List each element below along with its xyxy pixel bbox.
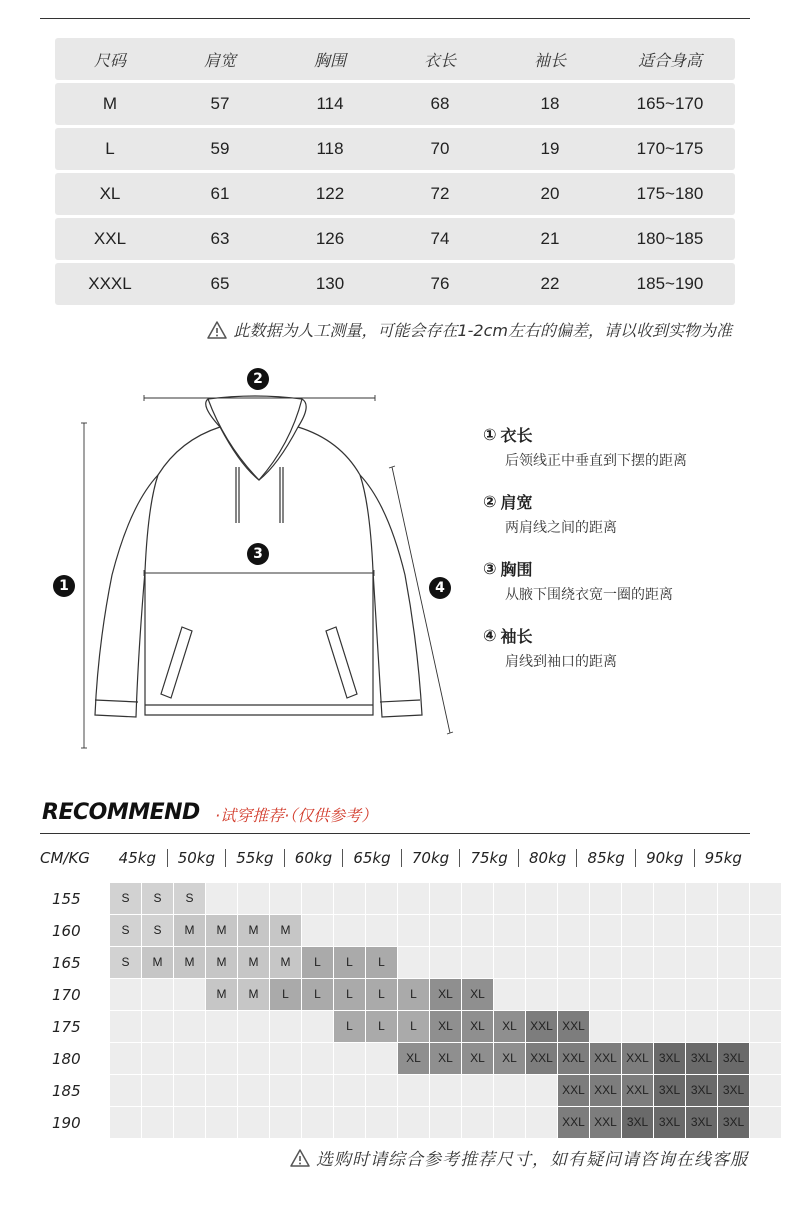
grid-cell [558, 979, 589, 1010]
measure-badge-3: 3 [247, 543, 269, 565]
grid-cell [686, 915, 717, 946]
grid-row [110, 883, 782, 915]
grid-cell: L [302, 947, 333, 978]
height-label: 170 [52, 986, 81, 1004]
grid-cell: XXL [622, 1075, 653, 1106]
weight-label: 70kg [401, 849, 460, 867]
grid-cell: XL [462, 1043, 493, 1074]
grid-cell [174, 1107, 205, 1138]
grid-cell [750, 1043, 781, 1074]
grid-cell [430, 915, 461, 946]
grid-cell [526, 915, 557, 946]
grid-cell [718, 947, 749, 978]
corner-label: CM/KG [40, 849, 90, 867]
grid-cell: 3XL [718, 1107, 749, 1138]
weight-label: 65kg [342, 849, 401, 867]
grid-cell [494, 947, 525, 978]
grid-cell: L [302, 979, 333, 1010]
grid-cell [110, 979, 141, 1010]
legend-num: ③ [483, 559, 497, 578]
grid-cell [526, 1075, 557, 1106]
grid-cell [750, 1075, 781, 1106]
grid-cell [558, 915, 589, 946]
weight-label: 85kg [576, 849, 635, 867]
grid-cell [718, 883, 749, 914]
grid-cell [718, 1011, 749, 1042]
size-table [55, 38, 735, 308]
grid-cell [494, 1107, 525, 1138]
grid-cell [526, 979, 557, 1010]
legend-item-chest [483, 557, 763, 604]
weight-label: 60kg [284, 849, 343, 867]
recommend-note-text: 选购时请综合参考推荐尺寸，如有疑问请咨询在线客服 [316, 1150, 748, 1170]
height-label: 190 [52, 1114, 81, 1132]
grid-cell [686, 883, 717, 914]
grid-cell [494, 883, 525, 914]
grid-cell [430, 947, 461, 978]
grid-cell [270, 883, 301, 914]
grid-cell [142, 1107, 173, 1138]
grid-cell: L [366, 947, 397, 978]
grid-cell [366, 1107, 397, 1138]
grid-cell: XXL [526, 1011, 557, 1042]
legend-title: 胸围 [500, 560, 533, 579]
grid-cell [526, 883, 557, 914]
grid-cell [142, 1043, 173, 1074]
grid-cell [430, 883, 461, 914]
grid-cell [174, 1011, 205, 1042]
legend-item-shoulder [483, 490, 763, 537]
height-label: 180 [52, 1050, 81, 1068]
grid-cell: S [110, 947, 141, 978]
grid-row [110, 979, 782, 1011]
grid-cell [398, 1075, 429, 1106]
grid-cell [430, 1075, 461, 1106]
grid-cell: XXL [526, 1043, 557, 1074]
grid-cell [750, 915, 781, 946]
grid-cell [302, 1011, 333, 1042]
size-table-cell: 65 [210, 274, 230, 293]
grid-cell: XXL [590, 1043, 621, 1074]
grid-cell [206, 1043, 237, 1074]
grid-cell [174, 979, 205, 1010]
grid-cell [398, 947, 429, 978]
grid-cell: S [142, 883, 173, 914]
hoodie-diagram [40, 355, 470, 765]
legend-desc: 两肩线之间的距离 [505, 520, 617, 536]
size-table-cell: 57 [210, 94, 230, 113]
grid-cell [590, 947, 621, 978]
grid-cell [526, 947, 557, 978]
grid-cell: M [142, 947, 173, 978]
grid-row [110, 1011, 782, 1043]
grid-cell [622, 883, 653, 914]
measure-badge-4: 4 [429, 577, 451, 599]
grid-cell [334, 915, 365, 946]
size-table-row [55, 128, 735, 170]
grid-cell [302, 915, 333, 946]
weight-label: 50kg [167, 849, 226, 867]
grid-cell [302, 1075, 333, 1106]
size-table-header-cell: 肩宽 [203, 50, 236, 70]
size-table-cell: 72 [430, 184, 450, 203]
grid-cell [270, 1075, 301, 1106]
grid-cell [238, 1011, 269, 1042]
grid-cell [366, 1043, 397, 1074]
grid-cell: S [142, 915, 173, 946]
grid-cell [334, 1107, 365, 1138]
recommend-note [290, 1145, 748, 1170]
grid-cell: M [174, 915, 205, 946]
grid-cell: M [206, 947, 237, 978]
grid-cell [750, 1107, 781, 1138]
size-table-cell: 63 [210, 229, 230, 248]
grid-cell [398, 1107, 429, 1138]
grid-cell: XXL [590, 1075, 621, 1106]
grid-cell [494, 979, 525, 1010]
size-table-header-cell: 胸围 [313, 50, 346, 70]
grid-cell [270, 1107, 301, 1138]
grid-cell [750, 947, 781, 978]
weight-label: 75kg [459, 849, 518, 867]
grid-cell [590, 979, 621, 1010]
grid-cell: L [334, 947, 365, 978]
size-table-cell: 185~190 [636, 274, 704, 293]
grid-cell [110, 1075, 141, 1106]
height-label: 175 [52, 1018, 81, 1036]
size-table-header-cell: 衣长 [423, 50, 456, 70]
grid-cell: 3XL [686, 1107, 717, 1138]
size-table-cell: XXL [93, 229, 127, 248]
grid-cell [686, 1011, 717, 1042]
size-table-cell: 122 [315, 184, 345, 203]
size-table-cell: 18 [540, 94, 560, 113]
grid-cell [206, 1011, 237, 1042]
grid-cell [654, 1011, 685, 1042]
grid-cell [558, 883, 589, 914]
size-table-cell: 76 [430, 274, 450, 293]
size-note-text: 此数据为人工测量，可能会存在1-2cm左右的偏差，请以收到实物为准 [233, 321, 732, 340]
size-table-cell: 70 [430, 139, 450, 158]
grid-cell: XXL [622, 1043, 653, 1074]
warning-triangle-icon [290, 1148, 310, 1168]
size-table-header-cell: 适合身高 [637, 50, 702, 70]
grid-cell [686, 947, 717, 978]
grid-cell [270, 1043, 301, 1074]
grid-cell: XL [462, 1011, 493, 1042]
legend-title: 肩宽 [500, 493, 533, 512]
height-label: 165 [52, 954, 81, 972]
legend-desc: 从腋下围绕衣宽一圈的距离 [505, 587, 673, 603]
grid-cell: S [174, 883, 205, 914]
grid-cell: XXL [558, 1107, 589, 1138]
grid-cell [622, 1011, 653, 1042]
grid-cell: 3XL [686, 1075, 717, 1106]
grid-cell [462, 915, 493, 946]
recommend-divider [40, 833, 750, 834]
size-table-cell: 22 [540, 274, 560, 293]
grid-cell [238, 1107, 269, 1138]
size-table-row [55, 263, 735, 305]
grid-cell [366, 1075, 397, 1106]
grid-cell: L [334, 1011, 365, 1042]
size-table-cell: 20 [540, 184, 560, 203]
recommend-title: RECOMMEND [42, 800, 200, 825]
grid-cell: XL [462, 979, 493, 1010]
grid-cell [302, 883, 333, 914]
size-table-cell: L [105, 139, 115, 158]
grid-cell [110, 1107, 141, 1138]
size-table-cell: XL [99, 184, 121, 203]
grid-cell: 3XL [654, 1043, 685, 1074]
grid-cell [206, 883, 237, 914]
legend-num: ① [483, 425, 497, 444]
size-table-cell: 165~170 [636, 94, 704, 113]
grid-cell: L [334, 979, 365, 1010]
grid-cell: L [398, 979, 429, 1010]
size-table-cell: 180~185 [636, 229, 704, 248]
grid-cell [142, 1011, 173, 1042]
grid-cell [590, 883, 621, 914]
grid-cell [462, 1107, 493, 1138]
grid-cell: L [398, 1011, 429, 1042]
recommend-grid [110, 883, 782, 1139]
grid-cell: M [270, 947, 301, 978]
grid-cell [622, 947, 653, 978]
grid-cell [462, 1075, 493, 1106]
weight-header [40, 846, 752, 870]
grid-cell [686, 979, 717, 1010]
size-table-header-cell: 袖长 [533, 50, 566, 70]
size-table-cell: 114 [316, 94, 344, 113]
grid-cell [750, 979, 781, 1010]
recommend-subtitle: ·试穿推荐·（仅供参考） [215, 806, 378, 825]
grid-cell: XXL [558, 1043, 589, 1074]
legend-desc: 后领线正中垂直到下摆的距离 [505, 453, 687, 469]
grid-cell [174, 1043, 205, 1074]
legend-title: 衣长 [500, 426, 533, 445]
grid-cell [622, 915, 653, 946]
grid-cell: XXL [590, 1107, 621, 1138]
grid-cell: M [238, 947, 269, 978]
weight-label: 80kg [518, 849, 577, 867]
size-table-cell: 118 [316, 139, 344, 158]
grid-cell: M [174, 947, 205, 978]
height-label: 155 [52, 890, 81, 908]
grid-cell: M [206, 979, 237, 1010]
grid-cell: XL [398, 1043, 429, 1074]
legend-item-sleeve [483, 624, 763, 671]
grid-cell: M [270, 915, 301, 946]
grid-cell [750, 883, 781, 914]
weight-label: 45kg [118, 849, 156, 867]
grid-cell [334, 1043, 365, 1074]
warning-triangle-icon [207, 320, 227, 340]
grid-cell [494, 915, 525, 946]
grid-cell [462, 947, 493, 978]
grid-cell [270, 1011, 301, 1042]
grid-cell: 3XL [718, 1043, 749, 1074]
grid-cell [462, 883, 493, 914]
grid-cell [110, 1043, 141, 1074]
grid-cell [174, 1075, 205, 1106]
grid-cell [238, 1043, 269, 1074]
legend-title: 袖长 [500, 627, 533, 646]
grid-cell: L [270, 979, 301, 1010]
grid-cell: M [206, 915, 237, 946]
size-table-cell: 59 [210, 139, 230, 158]
grid-cell [142, 1075, 173, 1106]
grid-cell: 3XL [622, 1107, 653, 1138]
grid-cell: XL [494, 1043, 525, 1074]
grid-cell [494, 1075, 525, 1106]
legend-desc: 肩线到袖口的距离 [505, 654, 617, 670]
grid-cell [238, 883, 269, 914]
size-table-cell: M [102, 94, 118, 113]
size-table-cell: 170~175 [636, 139, 704, 158]
grid-cell [302, 1043, 333, 1074]
grid-cell: 3XL [686, 1043, 717, 1074]
grid-cell: XL [494, 1011, 525, 1042]
grid-cell: XXL [558, 1075, 589, 1106]
size-table-header [55, 38, 735, 80]
grid-cell [718, 915, 749, 946]
grid-cell [590, 1011, 621, 1042]
grid-cell [334, 1075, 365, 1106]
grid-cell [622, 979, 653, 1010]
grid-cell [590, 915, 621, 946]
grid-cell [430, 1107, 461, 1138]
legend-num: ② [483, 492, 497, 511]
size-table-cell: 175~180 [636, 184, 704, 203]
size-table-row [55, 218, 735, 260]
legend-num: ④ [483, 626, 497, 645]
weight-label: 95kg [694, 849, 753, 867]
grid-cell: M [238, 979, 269, 1010]
grid-cell: S [110, 883, 141, 914]
size-table-header-cell: 尺码 [93, 50, 126, 70]
grid-cell: M [238, 915, 269, 946]
size-table-cell: 126 [315, 229, 345, 248]
grid-cell [302, 1107, 333, 1138]
size-table-cell: 19 [540, 139, 560, 158]
grid-cell [654, 915, 685, 946]
grid-cell [366, 915, 397, 946]
size-note [207, 318, 732, 341]
legend-item-length [483, 423, 763, 470]
grid-cell [238, 1075, 269, 1106]
measure-badge-2: 2 [247, 368, 269, 390]
grid-cell: L [366, 1011, 397, 1042]
weight-label: 55kg [225, 849, 284, 867]
grid-cell [110, 1011, 141, 1042]
size-table-cell: XXXL [88, 274, 132, 293]
grid-cell: XL [430, 979, 461, 1010]
size-table-cell: 130 [315, 274, 345, 293]
grid-cell [750, 1011, 781, 1042]
grid-cell [206, 1075, 237, 1106]
grid-cell [366, 883, 397, 914]
grid-cell [654, 947, 685, 978]
measure-badge-1: 1 [53, 575, 75, 597]
size-table-cell: 61 [210, 184, 230, 203]
grid-cell [654, 979, 685, 1010]
grid-cell: XL [430, 1043, 461, 1074]
grid-cell [398, 915, 429, 946]
grid-row [110, 1107, 782, 1139]
grid-cell [558, 947, 589, 978]
grid-row [110, 1043, 782, 1075]
grid-cell [718, 979, 749, 1010]
grid-cell: L [366, 979, 397, 1010]
size-table-cell: 68 [430, 94, 450, 113]
grid-cell [142, 979, 173, 1010]
height-label: 185 [52, 1082, 81, 1100]
measure-legend [483, 423, 763, 691]
size-table-cell: 74 [430, 229, 450, 248]
size-table-row [55, 173, 735, 215]
size-table-cell: 21 [540, 229, 560, 248]
grid-row [110, 1075, 782, 1107]
size-table-row [55, 83, 735, 125]
grid-cell: 3XL [718, 1075, 749, 1106]
grid-cell: 3XL [654, 1075, 685, 1106]
grid-cell: 3XL [654, 1107, 685, 1138]
grid-cell: XL [430, 1011, 461, 1042]
weight-label: 90kg [635, 849, 694, 867]
grid-cell [526, 1107, 557, 1138]
grid-cell: S [110, 915, 141, 946]
grid-cell: XXL [558, 1011, 589, 1042]
grid-cell [206, 1107, 237, 1138]
grid-row [110, 947, 782, 979]
height-label: 160 [52, 922, 81, 940]
top-divider [40, 18, 750, 19]
grid-cell [398, 883, 429, 914]
grid-row [110, 915, 782, 947]
grid-cell [334, 883, 365, 914]
grid-cell [654, 883, 685, 914]
